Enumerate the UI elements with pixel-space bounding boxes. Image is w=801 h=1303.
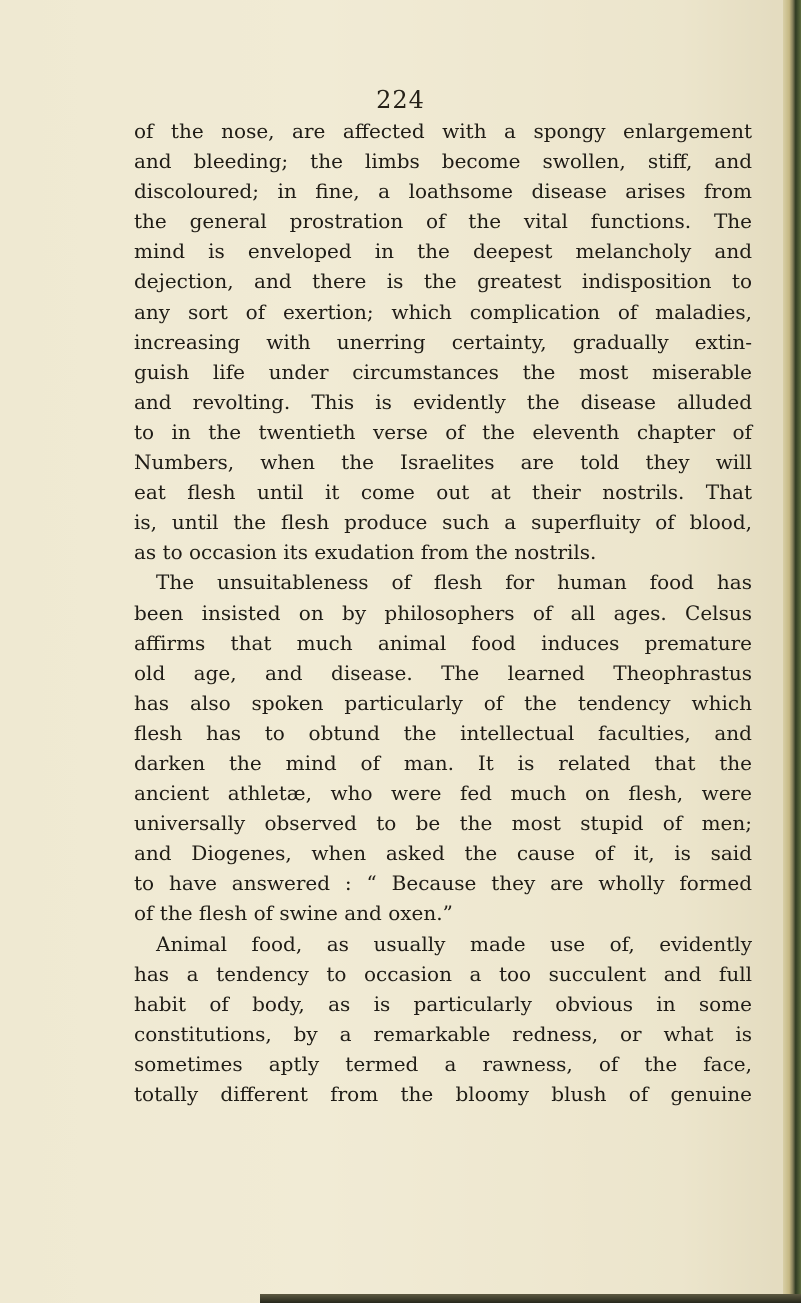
text-line: guish life under circumstances the most miserable	[134, 359, 752, 384]
text-line: Numbers, when the Israelites are told they will	[134, 450, 752, 475]
text-line: the general prostration of the vital functions. The	[134, 209, 752, 234]
text-line: and Diogenes, when asked the cause of it, is said	[134, 841, 752, 866]
text-line: to in the twentieth verse of the eleventh chapter of	[134, 419, 752, 444]
page-fore-edge	[783, 0, 801, 1303]
body-text	[134, 116, 752, 1109]
text-line: and revolting. This is evidently the disease alluded	[134, 389, 752, 414]
text-line: discoloured; in fine, a loathsome disease arises from	[134, 179, 752, 204]
text-line: to have answered : “ Because they are wholly formed	[134, 871, 752, 896]
page-bottom-shadow	[260, 1294, 801, 1303]
text-line: any sort of exertion; which complication of maladies,	[134, 299, 752, 324]
text-line: has also spoken particularly of the tendency which	[134, 690, 752, 715]
page-number: 224	[376, 86, 425, 114]
text-line: constitutions, by a remarkable redness, or what is	[134, 1021, 752, 1046]
text-line: darken the mind of man. It is related that the	[134, 750, 752, 775]
text-line: habit of body, as is particularly obvious in some	[134, 991, 752, 1016]
text-line: been insisted on by philosophers of all ages. Celsus	[134, 600, 752, 625]
text-line: has a tendency to occasion a too succulent and full	[134, 961, 752, 986]
text-line: universally observed to be the most stupid of men;	[134, 811, 752, 836]
text-line: of the nose, are affected with a spongy enlargement	[134, 119, 752, 143]
text-line: Animal food, as usually made use of, evidently	[156, 931, 752, 956]
text-line: is, until the flesh produce such a superfluity of blood,	[134, 510, 752, 535]
text-line: dejection, and there is the greatest indisposition to	[134, 269, 752, 294]
text-line: of the flesh of swine and oxen.”	[134, 901, 453, 926]
text-line: sometimes aptly termed a rawness, of the face,	[134, 1051, 752, 1076]
text-line: increasing with unerring certainty, gradually extin-	[134, 329, 752, 354]
text-line: The unsuitableness of flesh for human food has	[156, 570, 752, 595]
text-line: eat flesh until it come out at their nostrils. That	[134, 480, 752, 505]
text-line: affirms that much animal food induces premature	[134, 630, 752, 655]
text-line: flesh has to obtund the intellectual faculties, and	[134, 720, 752, 745]
text-line: old age, and disease. The learned Theophrastus	[134, 660, 752, 685]
text-line: as to occasion its exudation from the nostrils.	[134, 540, 597, 565]
text-line: mind is enveloped in the deepest melancholy and	[134, 239, 752, 264]
text-line: and bleeding; the limbs become swollen, stiff, and	[134, 149, 752, 174]
text-line: totally different from the bloomy blush of genuine	[134, 1082, 752, 1106]
text-line: ancient athletæ, who were fed much on flesh, were	[134, 781, 752, 806]
